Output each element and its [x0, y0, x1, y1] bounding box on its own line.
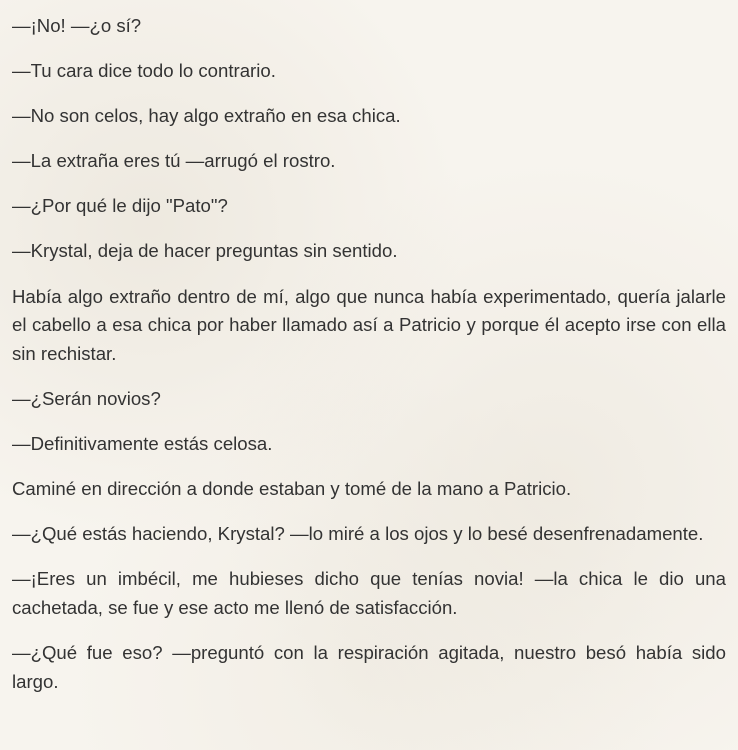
paragraph-5: —¿Por qué le dijo "Pato"? [12, 195, 228, 217]
paragraph-3: —No son celos, hay algo extraño en esa chica. [12, 105, 401, 127]
paragraph-6: —Krystal, deja de hacer preguntas sin sentido. [12, 240, 398, 262]
paragraph-11: —¿Qué estás haciendo, Krystal? —lo miré a los ojos y lo besé desenfrenadamente. [12, 523, 704, 545]
paragraph-4: —La extraña eres tú —arrugó el rostro. [12, 150, 336, 172]
paragraph-1: —¡No! —¿o sí? [12, 15, 142, 36]
paragraph-2: —Tu cara dice todo lo contrario. [12, 60, 276, 82]
paragraph-8: —¿Serán novios? [12, 388, 161, 410]
paragraph-7: Había algo extraño dentro de mí, algo que nunca había experimentado, quería jalarle el cabello a esa chica por haber llamado así a Patricio y porque él acepto irse con ella sin rechistar. [12, 285, 726, 364]
paragraph-12: —¡Eres un imbécil, me hubieses dicho que tenías novia! —la chica le dio una cachetada, se fue y ese acto me llenó de satisfacción. [12, 568, 726, 619]
paragraph-10: Caminé en dirección a donde estaban y tomé de la mano a Patricio. [12, 478, 572, 500]
paragraph-13: —¿Qué fue eso? —preguntó con la respiración agitada, nuestro besó había sido largo. [12, 642, 726, 692]
paragraph-9: —Definitivamente estás celosa. [12, 433, 273, 455]
